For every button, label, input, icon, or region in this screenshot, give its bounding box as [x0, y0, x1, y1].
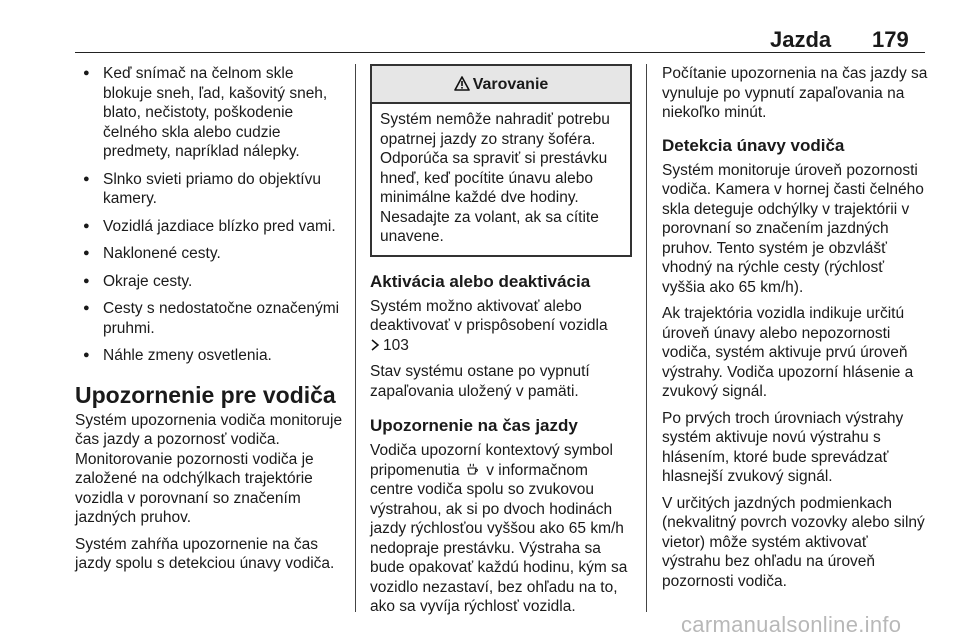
bullet-item: ● Náhle zmeny osvetlenia.	[75, 346, 343, 366]
warning-text: Systém nemôže nahradiť potrebu opatrnej jazdy zo strany šoféra. Odporúča sa spraviť si prestávku hneď, keď pocítite únavu alebo minimálne každé dve hodiny. Nesadajte za volant, ak sa cítite unavene.	[380, 111, 610, 245]
warning-triangle-icon	[454, 76, 470, 91]
paragraph: Počítanie upozornenia na čas jazdy sa vynuluje po vypnutí zapaľovania na niekoľko minút.	[662, 65, 928, 121]
watermark-text: carmanualsonline.info	[681, 612, 902, 637]
column-divider-right	[646, 64, 647, 612]
subsection-title: Detekcia únavy vodiča	[662, 135, 845, 155]
coffee-cup-icon	[466, 463, 480, 476]
paragraph: Systém monitoruje úroveň pozornosti vodiča. Kamera v hornej časti čelného skla deteguje odchýlky v trajektórii v porovnaní so značením jazdných pruhov. Tento systém je obzvlášť vhodný na rýchle cesty (rýchlosť vyššia ako 65 km/h).	[662, 161, 924, 296]
paragraph-text: Systém možno aktivovať alebo deaktivovať v prispôsobení vozidla	[370, 297, 608, 334]
page-reference-link[interactable]: 103	[383, 336, 409, 354]
warning-header	[372, 66, 630, 104]
paragraph: Ak trajektória vozidla indikuje určitú úroveň únavy alebo nepozornosti vodiča, systém aktivuje prvú úroveň výstrahy. Vodiča upozorní hlásenie a zvukový signál.	[662, 305, 914, 400]
page-header-title: Jazda	[770, 27, 832, 52]
bullet-item: ● Keď snímač na čelnom skle blokuje sneh, ľad, kašovitý sneh, blato, nečistoty, poškodenie čelného skla alebo cudzie predmety, napríklad nálepky.	[75, 64, 343, 162]
paragraph: Po prvých troch úrovniach výstrahy systém aktivuje novú výstrahu s hlásením, ktoré bude sprevádzať hlasnejší zvukový signál.	[662, 409, 904, 485]
paragraph	[370, 297, 632, 356]
section-title: Upozornenie pre vodiča	[75, 381, 336, 408]
column-right	[662, 64, 928, 598]
paragraph: Systém upozornenia vodiča monitoruje čas jazdy a pozornosť vodiča. Monitorovanie pozornosti vodiča je založené na odchýlkach trajektórie vozidla v porovnaní so značením jazdných pruhov.	[75, 411, 343, 526]
paragraph-text: Vodiča upozorní kontextový symbol pripomenutia	[370, 442, 613, 479]
bullet-item: ● Slnko svieti priamo do objektívu kamery.	[75, 170, 343, 209]
paragraph: V určitých jazdných podmienkach (nekvalitný povrch vozovky alebo silný vietor) môže systém aktivovať výstrahu bez ohľadu na úroveň pozornosti vodiča.	[662, 494, 925, 590]
bullet-item: ● Vozidlá jazdiace blízko pred vami.	[75, 217, 343, 237]
subsection-title: Aktivácia alebo deaktivácia	[370, 271, 591, 291]
bullet-item: ● Cesty s nedostatočne označenými pruhmi.	[75, 299, 343, 338]
page-reference-arrow-icon	[370, 339, 380, 351]
paragraph: Systém zahŕňa upozornenie na čas jazdy spolu s detekciou únavy vodiča.	[75, 535, 335, 572]
warning-box	[370, 64, 632, 257]
column-middle	[370, 64, 632, 624]
page-number: 179	[872, 27, 909, 52]
bullet-item: ● Naklonené cesty.	[75, 244, 343, 264]
subsection-title: Upozornenie na čas jazdy	[370, 416, 578, 435]
column-left	[75, 64, 343, 581]
warning-title: Varovanie	[472, 76, 549, 93]
paragraph-text: v informačnom centre vodiča spolu so zvukovou výstrahou, ak si po dvoch hodinách jazdy rýchlosťou vyššou ako 65 km/h nedopraje prestávku. Výstraha sa bude opakovať každú hodinu, kým sa vozidlo nezastaví, bez ohľadu na to, ako sa vyvíja rýchlosť vozidla.	[370, 461, 628, 615]
bullet-item: ● Okraje cesty.	[75, 272, 343, 292]
paragraph	[370, 441, 632, 617]
paragraph: Stav systému ostane po vypnutí zapaľovania uložený v pamäti.	[370, 363, 590, 400]
header-rule	[75, 52, 925, 53]
condition-bullet-list	[75, 64, 343, 366]
column-divider-left	[355, 64, 356, 612]
